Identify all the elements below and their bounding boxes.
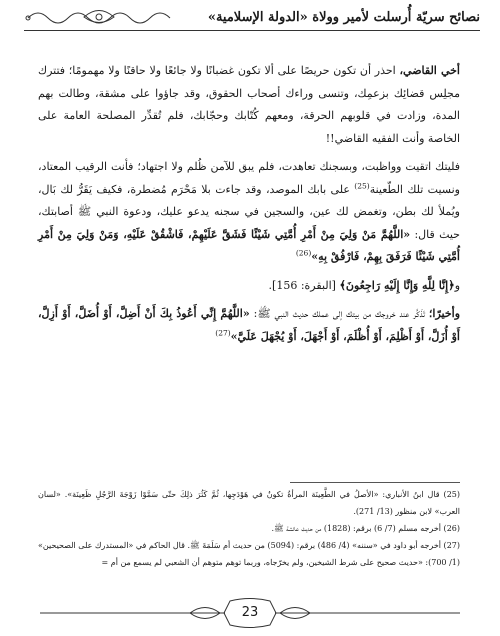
header-ornament-icon (24, 6, 174, 28)
footnote-26: (26) أخرجه مسلم (7/ 6) برقم: (1828) من حديث عائشة ﷺ. (271, 524, 460, 533)
paragraph-text: تَذَكَّر عند خروجك من بيتك إلى عملك حديث النبي ﷺ: (249, 307, 429, 320)
footnotes (38, 486, 460, 571)
paragraph-verse (38, 275, 460, 298)
hadith-quote: «اللَّهُمَّ إِنِّي أَعُوذُ بِكَ أَنْ أَضِلَّ، أَوْ أُضَلَّ، أَوْ أَزِلَّ، أَوْ أُزَلَّ، أَوْ أَظْلِمَ، أَوْ أُظْلَمَ، أَوْ أَجْهَلَ، أَوْ يُجْهَلَ عَلَيَّ» (38, 307, 460, 343)
footnote-ref-27[interactable]: (27) (215, 327, 231, 337)
paragraph-text: احذر أن تكون حريصًا على ألا تكون غضبانًا ولا جائعًا ولا حاقنًا ولا مهمومًا؛ فتترك مجلِس قضائِك بزعمِك، وتنسى وراءك أصحاب الحقوق، وقد جاؤوا على مشقة، وطالت بهم المدة، وزادت في قلوبهم الحرقة، ومعهم كُتّابك وحجّابك، فلم تُقدِّر المصلحة العامة على الخاصة وأنت الفقيه القاضي!! (38, 64, 460, 145)
paragraph-lead: أخي القاضي، (399, 64, 460, 77)
hadith-quote: «اللَّهُمَّ مَنْ وَلِيَ مِنْ أَمْرِ أُمَّتِي شَيْئًا فَشَقَّ عَلَيْهِمْ، فَاشْقُقْ عَلَيْهِ، وَمَنْ وَلِيَ مِنْ أَمْرِ أُمَّتِي شَيْئًا فَرَفَقَ بِهِمْ، فَارْفُقْ بِهِ» (38, 227, 460, 263)
paragraph-lead: وأخيرًا؛ (428, 307, 461, 320)
running-header (24, 6, 480, 28)
verse-source: [البقرة: 156]. (268, 278, 340, 292)
quran-verse: ﴿إِنَّا لِلَّهِ وَإِنَّا إِلَيْهِ رَاجِعُونَ﴾ (339, 278, 455, 292)
page-body (38, 60, 460, 354)
paragraph-text: فليتك اتقيت وواظبت، وبسجنك تعاهدت، فلم يبق للآمن ظُلم ولا اجتهاد؛ فأنت الرقيب المعتاد، ونسيت تلك الطّعينة (38, 160, 460, 196)
page-number: 23 (241, 605, 259, 620)
header-rule (24, 30, 480, 31)
footnote-ref-26[interactable]: (26) (295, 248, 312, 258)
paragraph-judge (38, 60, 460, 150)
footnote-25: (25) قال ابنُ الأنباري: «الأصلُ في الطَّعِينَة المرأةُ تكونُ في هَوْدَجِها، ثُمَّ كَثُرَ ذلِكَ حتّى سَمَّوْا زَوْجَةَ الرَّجُلِ ظَعِينَة». «لسان العرب» لابن منظور (13/ 271). (38, 490, 460, 516)
paragraph-finally (38, 303, 460, 348)
footnote-rule (290, 482, 460, 483)
paragraph-prison (38, 156, 460, 269)
running-header-title: نصائح سريّة أُرسلت لأمير وولاة «الدولة الإسلامية» (207, 10, 480, 25)
footnote-27: (27) أخرجه أبو داود في «سننه» (4/ 486) برقم: (5094) من حديث أم سَلَمَةَ ﷺ. قال الحاكم في «المستدرك على الصحيحين» (1/ 700): «حديث صحيح على شرط الشيخين، ولم يخرّجاه، وربما توهم متوهم أن الشعبي لم يسمع من أم = (38, 541, 460, 567)
footnote-ref-25[interactable]: (25) (354, 180, 370, 190)
paragraph-text: على بابك الموصد، وقد جاءت بلا مَحْرَم مُضطرة، فكيف يَقَرُّ لك بَال، ويُملأ لك بطن، وتغمض لك عين، والسجين في سجنه يدعو عليك، ودعوة النبي ﷺ أصابتك، حيث قال: (38, 182, 460, 241)
paragraph-text: و (454, 278, 460, 292)
page-footer (40, 598, 460, 628)
